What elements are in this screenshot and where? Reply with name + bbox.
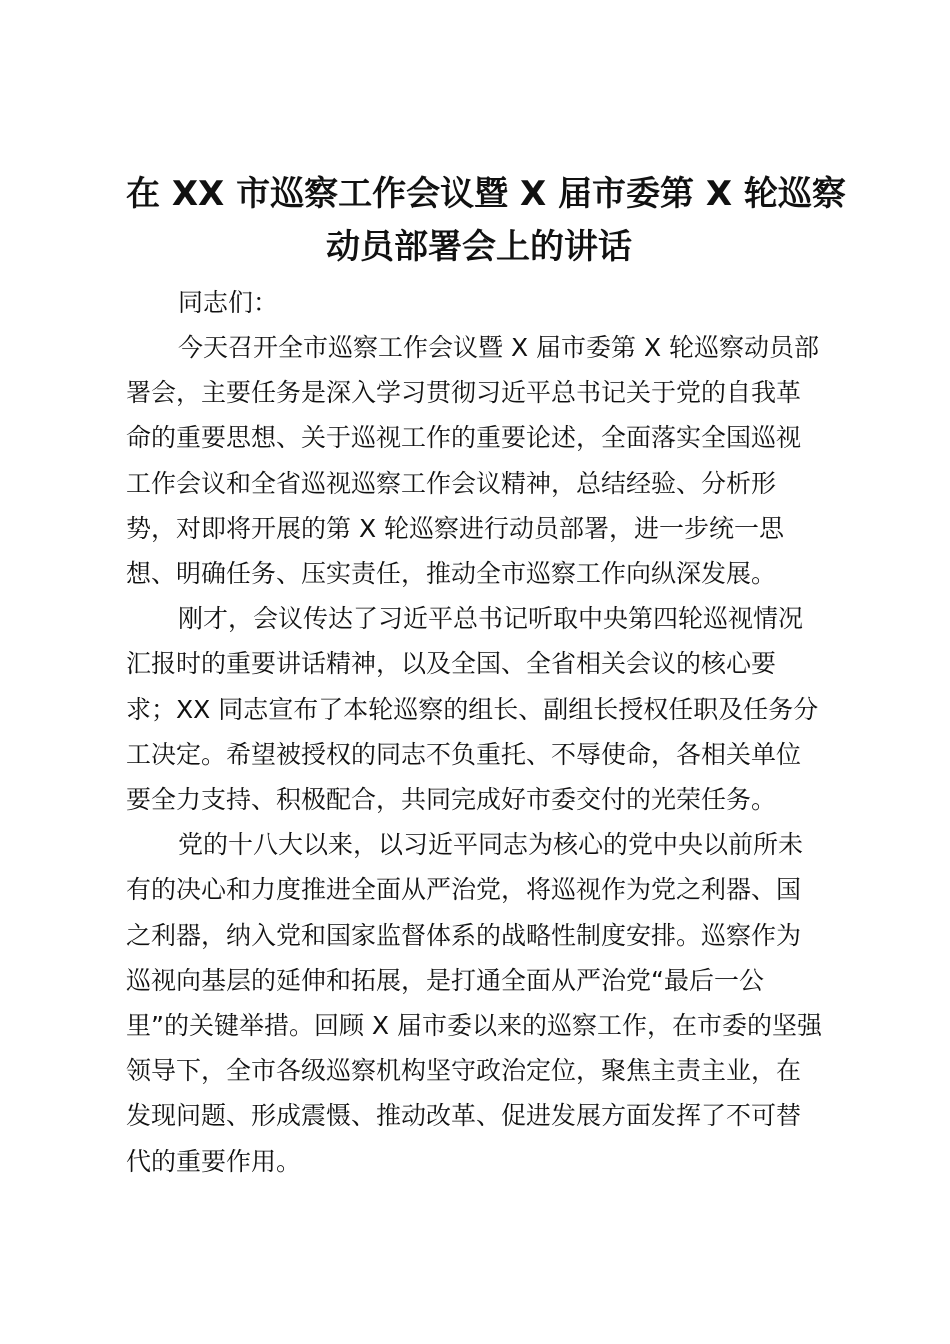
speech-title: [126, 168, 846, 274]
title-line-1: 在 XX 市巡察工作会议暨 X 届市委第 X 轮巡察: [126, 174, 846, 214]
paragraph-line: 想、明确任务、压实责任，推动全市巡察工作向纵深发展。: [126, 559, 777, 589]
paragraph-line: 之利器，纳入党和国家监督体系的战略性制度安排。巡察作为: [126, 920, 802, 950]
paragraph-opening: [126, 325, 832, 596]
paragraph-line: 势，对即将开展的第 X 轮巡察进行动员部署，进一步统一思: [126, 513, 785, 543]
paragraph-line: 巡视向基层的延伸和拓展，是打通全面从严治党“最后一公: [126, 965, 764, 995]
paragraph-line: 署会，主要任务是深入学习贯彻习近平总书记关于党的自我革: [126, 378, 802, 408]
document-page: [126, 168, 846, 1184]
paragraph-line: 党的十八大以来，以习近平同志为核心的党中央以前所未: [178, 830, 804, 860]
paragraph-line: 汇报时的重要讲话精神，以及全国、全省相关会议的核心要: [126, 649, 777, 679]
paragraph-line: 求；XX 同志宣布了本轮巡察的组长、副组长授权任职及任务分: [126, 694, 819, 724]
paragraph-line: 工决定。希望被授权的同志不负重托、不辱使命，各相关单位: [126, 739, 802, 769]
paragraph-line: 要全力支持、积极配合，共同完成好市委交付的光荣任务。: [126, 785, 777, 815]
title-line-2: 动员部署会上的讲话: [326, 227, 632, 267]
paragraph-line: 工作会议和全省巡视巡察工作会议精神，总结经验、分析形: [126, 468, 777, 498]
paragraph-line: 里”的关键举措。回顾 X 届市委以来的巡察工作，在市委的坚强: [126, 1011, 822, 1041]
paragraph-line: 今天召开全市巡察工作会议暨 X 届市委第 X 轮巡察动员部: [178, 333, 820, 362]
paragraph-line: 领导下，全市各级巡察机构坚守政治定位，聚焦主责主业，在: [126, 1056, 802, 1086]
paragraph-line: 刚才，会议传达了习近平总书记听取中央第四轮巡视情况: [178, 604, 804, 634]
paragraph-line: 代的重要作用。: [126, 1146, 302, 1176]
paragraph-line: 命的重要思想、关于巡视工作的重要论述，全面落实全国巡视: [126, 423, 802, 453]
paragraph-line: 发现问题、形成震慑、推动改革、促进发展方面发挥了不可替: [126, 1101, 802, 1131]
greeting: 同志们：: [178, 288, 279, 317]
paragraph-meeting-summary: [126, 596, 832, 822]
paragraph-background: [126, 822, 832, 1184]
paragraph-line: 有的决心和力度推进全面从严治党，将巡视作为党之利器、国: [126, 875, 802, 905]
